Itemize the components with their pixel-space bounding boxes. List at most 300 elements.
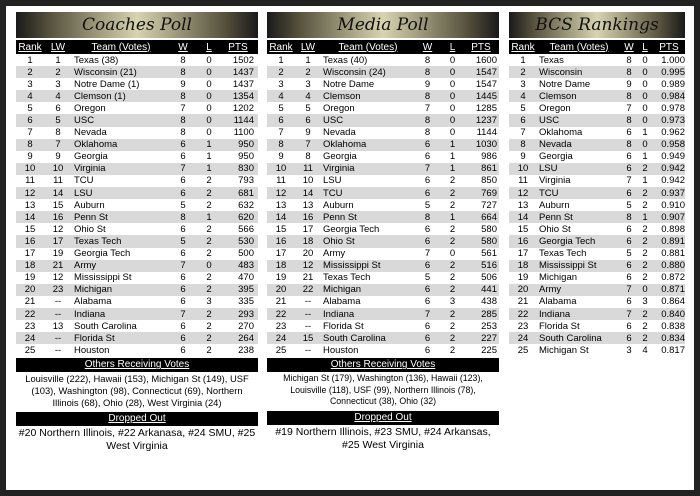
table-cell: Notre Dame — [323, 78, 375, 90]
table-cell: 0.942 — [661, 163, 685, 175]
table-row — [16, 223, 258, 235]
table-row — [267, 163, 499, 175]
table-cell: 0.937 — [661, 187, 685, 199]
table-cell: 7 — [424, 163, 431, 175]
table-cell: 2 — [305, 66, 311, 78]
table-row — [509, 54, 685, 66]
table-cell: 0 — [642, 139, 648, 151]
bcs-rankings-table — [509, 54, 685, 356]
table-row — [509, 139, 685, 151]
table-row — [267, 272, 499, 284]
table-cell: 0 — [642, 54, 648, 66]
table-cell: 6 — [180, 248, 186, 260]
table-cell: 2 — [642, 308, 648, 320]
table-cell: 0 — [449, 248, 456, 260]
table-cell: 6 — [180, 139, 186, 151]
header-lw: LW — [300, 41, 316, 53]
bcs-rankings-banner — [509, 12, 685, 38]
table-cell: 24 — [517, 332, 529, 344]
table-cell: 850 — [481, 175, 497, 187]
table-cell: -- — [304, 320, 312, 332]
table-cell: Georgia — [539, 151, 573, 163]
table-cell: 566 — [238, 223, 254, 235]
header-losses: L — [206, 41, 212, 53]
table-cell: Virginia — [539, 175, 571, 187]
table-cell: 12 — [24, 187, 36, 199]
table-cell: 0 — [206, 78, 212, 90]
table-cell: 12 — [517, 187, 529, 199]
table-cell: 7 — [180, 260, 186, 272]
table-cell: 1502 — [232, 54, 254, 66]
table-cell: 20 — [517, 284, 529, 296]
table-cell: 7 — [520, 127, 526, 139]
header-team: Team (Votes) — [338, 41, 398, 53]
table-cell: 3 — [55, 78, 61, 90]
table-cell: 0.978 — [661, 102, 685, 114]
table-row — [16, 54, 258, 66]
table-cell: 6 — [180, 344, 186, 356]
table-cell: 1 — [449, 163, 456, 175]
table-cell: 6 — [424, 284, 431, 296]
table-cell: 13 — [302, 199, 314, 211]
table-cell: 1144 — [476, 127, 497, 139]
table-cell: -- — [54, 332, 62, 344]
table-cell: 1202 — [232, 102, 254, 114]
table-cell: 9 — [278, 151, 284, 163]
table-cell: 6 — [626, 320, 632, 332]
table-row — [509, 308, 685, 320]
table-cell: 6 — [180, 272, 186, 284]
table-cell: Notre Dame — [539, 78, 591, 90]
table-cell: Houston — [323, 344, 359, 356]
table-cell: 0.907 — [661, 211, 685, 223]
table-cell: 18 — [302, 235, 314, 247]
table-row — [509, 235, 685, 247]
table-row — [509, 248, 685, 260]
table-cell: 8 — [626, 115, 632, 127]
table-cell: 2 — [206, 187, 212, 199]
table-cell: 0.942 — [661, 175, 685, 187]
table-cell: 22 — [275, 308, 287, 320]
table-row — [509, 223, 685, 235]
table-cell: 1237 — [475, 115, 497, 127]
table-row — [267, 114, 499, 126]
table-cell: Nevada — [323, 127, 356, 139]
table-cell: 7 — [180, 102, 186, 114]
table-cell: 19 — [24, 272, 36, 284]
table-cell: 0.949 — [661, 151, 685, 163]
table-cell: 3 — [520, 78, 526, 90]
table-row — [16, 248, 258, 260]
table-cell: 0.995 — [661, 66, 685, 78]
table-cell: Auburn — [74, 199, 105, 211]
table-cell: 0 — [206, 260, 212, 272]
table-row — [509, 90, 685, 102]
table-cell: 8 — [180, 66, 186, 78]
table-cell: 1 — [520, 54, 526, 66]
table-cell: 1 — [278, 54, 284, 66]
media-dropped-header — [267, 411, 499, 425]
table-cell: 1 — [27, 54, 33, 66]
coaches-poll-banner — [16, 12, 258, 38]
table-cell: 9 — [55, 151, 61, 163]
table-cell: 0 — [449, 78, 456, 90]
table-cell: 8 — [520, 139, 526, 151]
table-row — [267, 66, 499, 78]
table-cell: 1030 — [475, 139, 497, 151]
table-cell: Texas Tech — [74, 235, 122, 247]
table-cell: 0 — [642, 284, 648, 296]
table-cell: 6 — [27, 115, 33, 127]
table-cell: Alabama — [74, 296, 112, 308]
table-cell: Georgia — [323, 151, 357, 163]
table-cell: 11 — [53, 175, 63, 187]
table-cell: 0 — [642, 115, 648, 127]
table-cell: 2 — [642, 260, 648, 272]
table-row — [267, 187, 499, 199]
table-cell: Army — [323, 248, 346, 260]
table-cell: 6 — [626, 187, 632, 199]
table-cell: 6 — [626, 127, 632, 139]
table-cell: 441 — [481, 284, 497, 296]
table-row — [16, 163, 258, 175]
table-cell: 8 — [626, 66, 632, 78]
table-cell: Indiana — [74, 308, 106, 320]
coaches-poll-title: Coaches Poll — [82, 15, 192, 35]
table-cell: 8 — [626, 90, 632, 102]
header-rank: Rank — [18, 41, 42, 53]
table-cell: 8 — [305, 151, 311, 163]
table-row — [16, 127, 258, 139]
table-cell: 18 — [517, 260, 529, 272]
table-cell: 6 — [305, 115, 311, 127]
table-cell: 7 — [424, 102, 431, 114]
header-points: PTS — [471, 41, 491, 53]
table-cell: 5 — [424, 199, 431, 211]
table-row — [267, 332, 499, 344]
table-cell: 22 — [24, 308, 36, 320]
table-cell: 6 — [424, 320, 431, 332]
table-cell: 264 — [238, 332, 254, 344]
table-cell: USC — [323, 115, 344, 127]
table-cell: Florida St — [539, 320, 580, 332]
table-cell: 3 — [626, 344, 632, 356]
table-cell: 2 — [642, 248, 648, 260]
table-row — [16, 308, 258, 320]
table-cell: 2 — [206, 320, 212, 332]
table-cell: Penn St — [74, 211, 108, 223]
table-cell: 1 — [206, 151, 212, 163]
table-cell: 17 — [517, 248, 529, 260]
table-cell: 7 — [27, 127, 33, 139]
header-wins: W — [178, 41, 188, 53]
table-cell: 6 — [424, 175, 431, 187]
table-cell: 4 — [278, 90, 284, 102]
table-cell: 14 — [517, 211, 529, 223]
table-cell: 664 — [481, 211, 497, 223]
table-row — [16, 139, 258, 151]
table-row — [509, 114, 685, 126]
table-cell: South Carolina — [323, 332, 386, 344]
table-row — [267, 284, 499, 296]
table-row — [16, 344, 258, 356]
table-cell: -- — [54, 308, 62, 320]
table-cell: 506 — [481, 272, 497, 284]
table-cell: 0 — [642, 66, 648, 78]
table-cell: 2 — [449, 223, 456, 235]
header-rank: Rank — [511, 41, 535, 53]
table-cell: 8 — [424, 54, 431, 66]
table-cell: 15 — [24, 223, 36, 235]
table-cell: 681 — [238, 187, 254, 199]
table-cell: Mississippi St — [323, 260, 381, 272]
table-cell: 2 — [449, 308, 456, 320]
table-cell: 0.871 — [661, 284, 685, 296]
table-cell: 1 — [449, 211, 456, 223]
table-cell: 1 — [206, 163, 212, 175]
table-cell: 2 — [642, 235, 648, 247]
table-cell: 5 — [27, 102, 33, 114]
table-cell: 16 — [52, 211, 64, 223]
table-cell: 6 — [626, 235, 632, 247]
table-cell: 2 — [206, 248, 212, 260]
table-cell: 11 — [25, 175, 35, 187]
table-row — [267, 90, 499, 102]
table-cell: 0.984 — [661, 90, 685, 102]
bcs-rankings-title: BCS Rankings — [535, 15, 659, 35]
table-row — [16, 78, 258, 90]
table-cell: 6 — [180, 320, 186, 332]
table-cell: 6 — [424, 332, 431, 344]
table-cell: 830 — [238, 163, 254, 175]
table-cell: 0 — [642, 78, 648, 90]
table-cell: 2 — [642, 199, 648, 211]
header-wins: W — [624, 41, 634, 53]
table-row — [509, 102, 685, 114]
table-cell: 8 — [278, 139, 284, 151]
table-row — [16, 211, 258, 223]
table-cell: 0.898 — [661, 223, 685, 235]
table-cell: 8 — [424, 211, 431, 223]
table-cell: Michigan — [539, 272, 578, 284]
header-lw: LW — [50, 41, 66, 53]
table-cell: 6 — [424, 151, 431, 163]
table-cell: 25 — [24, 344, 36, 356]
table-row — [267, 308, 499, 320]
media-others-title: Others Receiving Votes — [330, 359, 436, 371]
table-cell: 6 — [278, 115, 284, 127]
table-cell: 1547 — [475, 78, 497, 90]
table-cell: 21 — [275, 296, 287, 308]
table-cell: Army — [74, 260, 97, 272]
table-cell: 2 — [449, 320, 456, 332]
table-cell: Notre Dame (1) — [74, 78, 140, 90]
table-cell: 9 — [305, 127, 311, 139]
table-row — [16, 151, 258, 163]
table-cell: 861 — [481, 163, 497, 175]
table-row — [267, 320, 499, 332]
table-cell: Wisconsin (24) — [323, 66, 386, 78]
table-cell: 7 — [424, 308, 431, 320]
table-cell: Ohio St — [323, 235, 355, 247]
table-cell: 22 — [302, 284, 314, 296]
table-cell: 21 — [517, 296, 529, 308]
table-cell: Texas (40) — [323, 54, 368, 66]
table-cell: 5 — [520, 102, 526, 114]
table-cell: TCU — [74, 175, 94, 187]
table-cell: 6 — [424, 235, 431, 247]
coaches-poll-header-row — [16, 40, 258, 54]
table-cell: LSU — [323, 175, 342, 187]
table-cell: 16 — [275, 235, 287, 247]
table-cell: 0.881 — [661, 248, 685, 260]
table-cell: Alabama — [323, 296, 361, 308]
table-cell: 18 — [24, 260, 36, 272]
table-cell: Houston — [74, 344, 110, 356]
table-cell: 6 — [626, 296, 632, 308]
table-cell: South Carolina — [74, 320, 137, 332]
table-row — [267, 223, 499, 235]
table-cell: 6 — [626, 332, 632, 344]
table-cell: 10 — [52, 163, 64, 175]
table-cell: 15 — [275, 223, 287, 235]
table-cell: 3 — [206, 296, 212, 308]
table-cell: Texas Tech — [323, 272, 371, 284]
table-cell: 4 — [642, 344, 648, 356]
table-cell: 0 — [206, 102, 212, 114]
table-cell: 11 — [518, 175, 528, 187]
table-row — [267, 199, 499, 211]
table-cell: 2 — [206, 308, 212, 320]
table-cell: 8 — [424, 115, 431, 127]
table-cell: 6 — [180, 175, 186, 187]
table-row — [16, 296, 258, 308]
coaches-dropped-title: Dropped Out — [108, 413, 166, 425]
table-cell: 2 — [206, 223, 212, 235]
bcs-rankings-panel — [509, 12, 685, 356]
table-cell: Indiana — [539, 308, 571, 320]
table-cell: 0.838 — [661, 320, 685, 332]
coaches-others-title: Others Receiving Votes — [84, 359, 190, 371]
table-cell: Oregon — [74, 102, 106, 114]
table-cell: 793 — [238, 175, 254, 187]
table-cell: -- — [54, 296, 62, 308]
table-cell: Georgia Tech — [74, 248, 131, 260]
table-cell: 2 — [449, 284, 456, 296]
table-cell: 6 — [424, 139, 431, 151]
table-cell: 0.910 — [661, 199, 685, 211]
table-cell: 16 — [24, 235, 36, 247]
table-cell: 2 — [278, 66, 284, 78]
table-cell: 10 — [302, 175, 314, 187]
table-row — [509, 187, 685, 199]
table-cell: 16 — [517, 235, 529, 247]
table-row — [16, 332, 258, 344]
table-cell: 11 — [276, 175, 286, 187]
table-cell: 561 — [481, 248, 497, 260]
table-cell: 8 — [424, 90, 431, 102]
media-others-text: Michigan St (179), Washington (136), Hawaii (123), Louisville (118), USF (99), Northern Illinois (78), Connecticut (38), Ohio (32) — [283, 373, 483, 407]
table-cell: Virginia — [74, 163, 106, 175]
table-cell: 7 — [305, 139, 311, 151]
table-cell: 580 — [481, 235, 497, 247]
table-cell: 270 — [238, 320, 254, 332]
table-cell: USC — [74, 115, 95, 127]
table-cell: 2 — [55, 66, 61, 78]
table-cell: -- — [304, 344, 312, 356]
table-cell: 3 — [27, 78, 33, 90]
table-cell: 20 — [302, 248, 314, 260]
table-cell: 516 — [481, 260, 497, 272]
table-cell: 2 — [206, 284, 212, 296]
table-cell: 6 — [626, 163, 632, 175]
table-cell: 14 — [275, 211, 287, 223]
table-cell: 12 — [52, 223, 64, 235]
table-cell: Auburn — [539, 199, 570, 211]
table-cell: 6 — [180, 187, 186, 199]
table-cell: Texas Tech — [539, 248, 587, 260]
table-cell: 15 — [517, 223, 529, 235]
table-cell: Michigan St — [539, 344, 589, 356]
table-cell: 2 — [449, 235, 456, 247]
table-cell: 1 — [642, 211, 648, 223]
coaches-poll-table — [16, 54, 258, 356]
table-row — [267, 102, 499, 114]
table-row — [267, 139, 499, 151]
table-cell: Clemson (1) — [74, 90, 126, 102]
table-cell: 9 — [27, 151, 33, 163]
table-cell: 6 — [180, 223, 186, 235]
header-points: PTS — [228, 41, 248, 53]
table-cell: 6 — [180, 296, 186, 308]
table-cell: 1547 — [475, 66, 497, 78]
table-cell: Oklahoma — [74, 139, 118, 151]
header-wins: W — [422, 41, 433, 53]
table-cell: 8 — [180, 54, 186, 66]
table-cell: 0 — [206, 54, 212, 66]
table-cell: 19 — [517, 272, 529, 284]
table-cell: 14 — [52, 187, 64, 199]
table-cell: 2 — [642, 163, 648, 175]
media-poll-header-row — [267, 40, 499, 54]
media-dropped-title: Dropped Out — [354, 411, 412, 423]
table-row — [267, 151, 499, 163]
table-cell: 2 — [206, 235, 212, 247]
table-cell: South Carolina — [539, 332, 602, 344]
table-cell: 2 — [449, 344, 456, 356]
table-cell: 7 — [180, 163, 186, 175]
header-team: Team (Votes) — [91, 41, 151, 53]
table-cell: 6 — [424, 296, 431, 308]
table-cell: Nevada — [74, 127, 107, 139]
table-row — [16, 284, 258, 296]
bcs-header-row — [509, 40, 685, 54]
table-cell: 0 — [206, 127, 212, 139]
table-cell: 9 — [424, 78, 431, 90]
table-cell: -- — [304, 296, 312, 308]
table-cell: 0 — [206, 115, 212, 127]
table-cell: 2 — [206, 344, 212, 356]
table-cell: 3 — [449, 296, 456, 308]
table-cell: 6 — [55, 102, 61, 114]
table-row — [16, 199, 258, 211]
table-cell: 1 — [55, 54, 61, 66]
table-row — [267, 211, 499, 223]
table-cell: 470 — [238, 272, 254, 284]
table-cell: 0.864 — [661, 296, 685, 308]
table-cell: 6 — [626, 151, 632, 163]
table-cell: Georgia — [74, 151, 108, 163]
